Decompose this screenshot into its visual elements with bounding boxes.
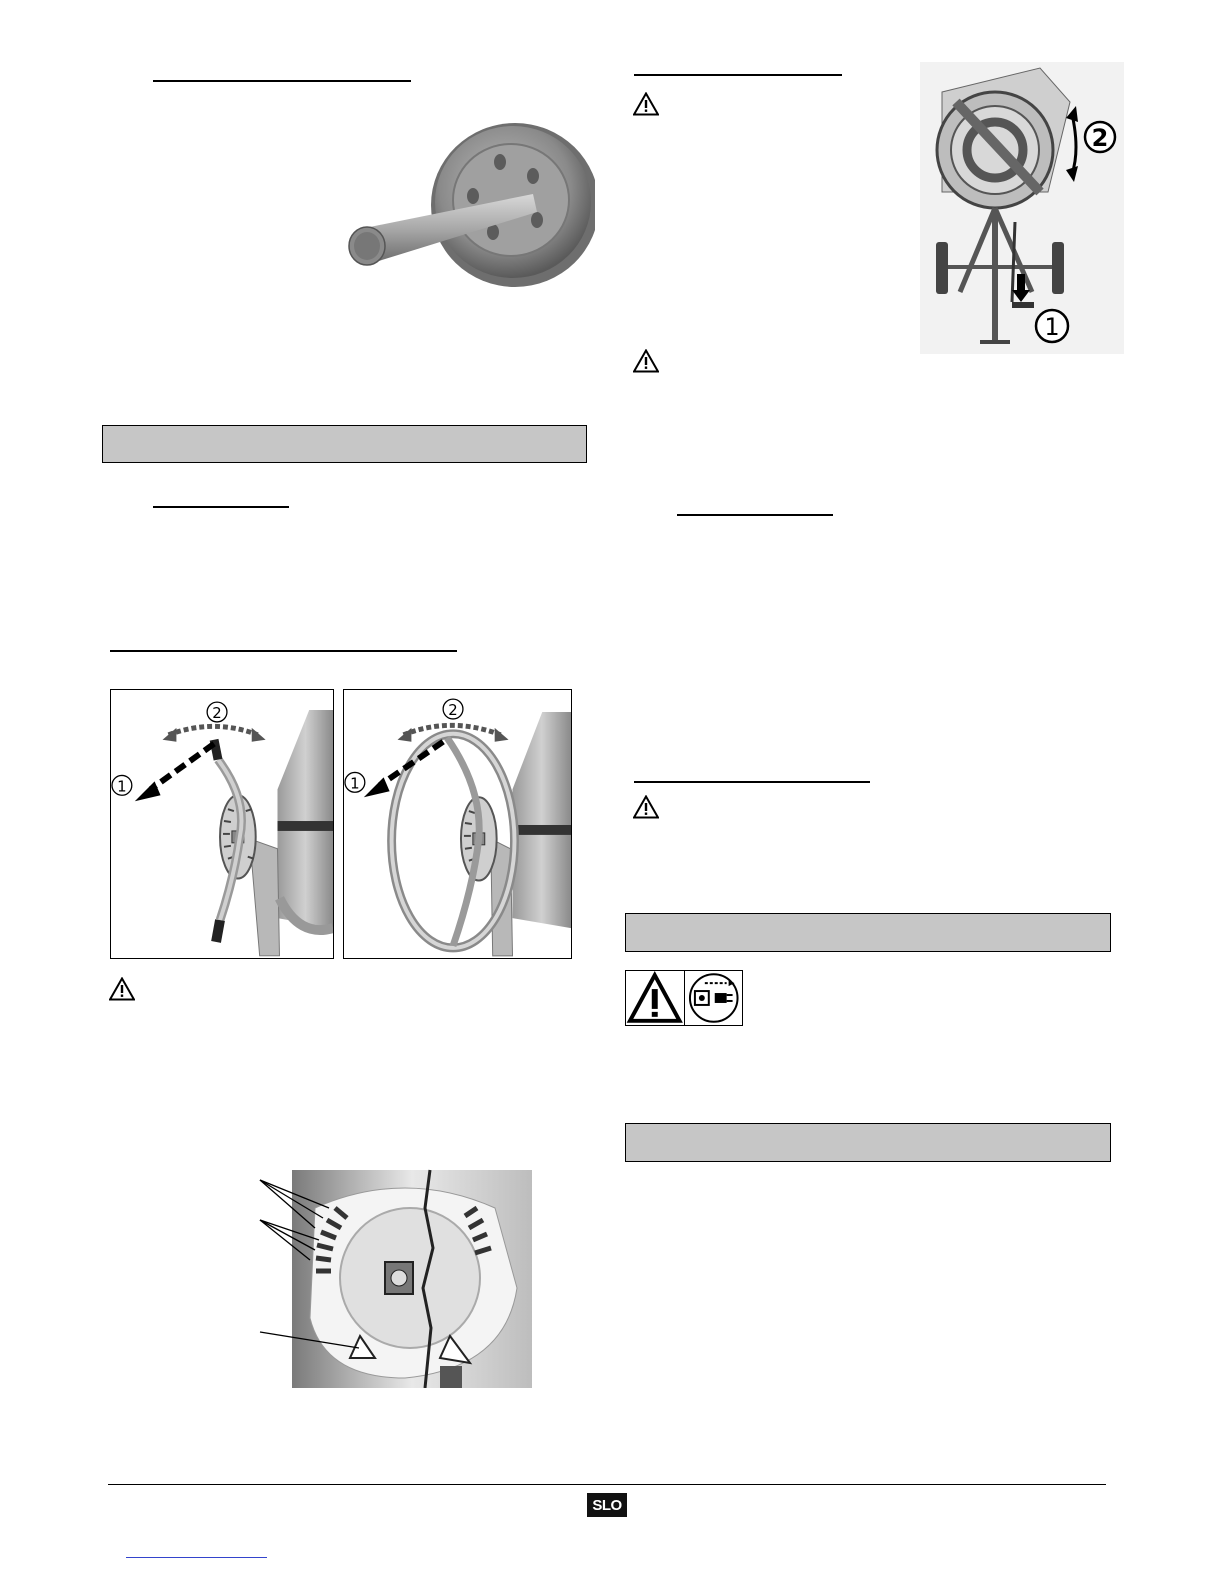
callout-1: 1 — [117, 777, 127, 796]
shaft-flange-illustration — [333, 110, 595, 290]
callout-1: 1 — [1044, 313, 1060, 341]
heading-rule-1 — [153, 80, 411, 82]
section-bar-2 — [625, 913, 1111, 952]
heading-rule-4 — [634, 74, 842, 76]
footer-rule — [108, 1484, 1106, 1485]
handle-lever-illustration — [110, 689, 334, 959]
drum-tilt-illustration — [920, 62, 1124, 354]
callout-2: 2 — [212, 703, 222, 722]
language-badge: SLO — [587, 1493, 627, 1517]
warning-triangle-icon — [109, 977, 135, 1001]
section-bar-1 — [102, 425, 587, 463]
warning-triangle-icon — [626, 971, 685, 1025]
unplug-icon — [685, 971, 743, 1025]
heading-rule-5 — [677, 514, 833, 516]
section-bar-3 — [625, 1123, 1111, 1162]
callout-2: 2 — [1091, 124, 1109, 152]
heading-rule-6 — [634, 781, 870, 783]
heading-rule-2 — [153, 506, 289, 508]
callout-2: 2 — [448, 700, 458, 719]
warning-triangle-icon — [633, 92, 659, 116]
safety-pictogram — [625, 970, 743, 1026]
footer-link-rule — [126, 1557, 267, 1558]
warning-triangle-icon — [633, 795, 659, 819]
handwheel-illustration — [343, 689, 572, 959]
callout-1: 1 — [350, 774, 360, 793]
locking-disc-illustration — [255, 1168, 532, 1388]
heading-rule-3 — [110, 650, 457, 652]
warning-triangle-icon — [633, 349, 659, 373]
